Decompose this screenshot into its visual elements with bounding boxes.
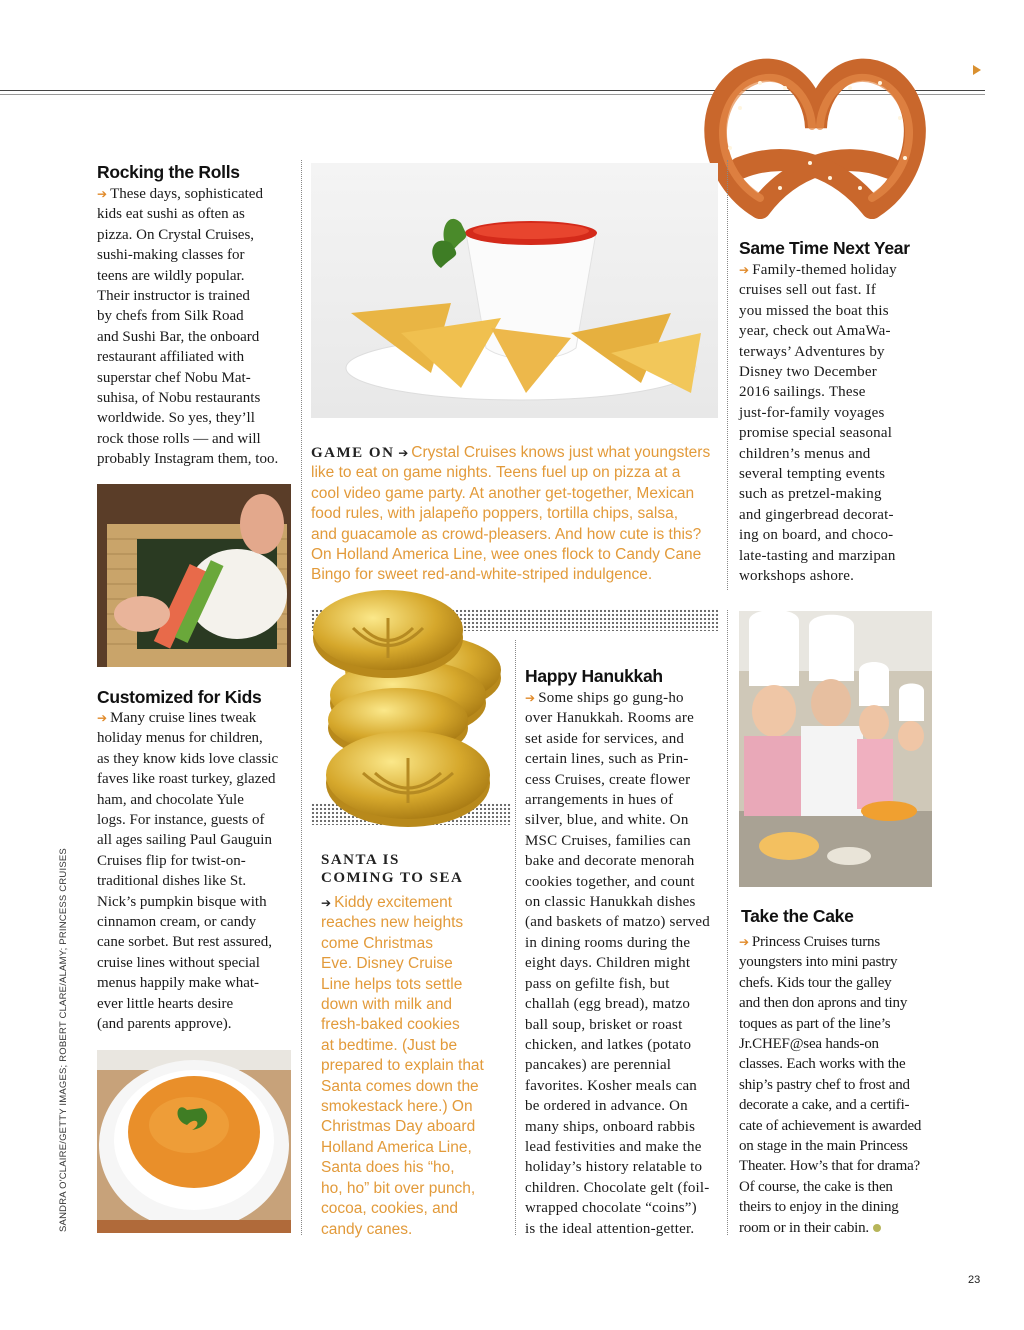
arrow-icon: ➔: [97, 711, 108, 725]
rolls-heading: Rocking the Rolls: [97, 162, 240, 182]
kids-heading: Customized for Kids: [97, 687, 262, 707]
photo-credit: SANDRA O'CLAIRE/GETTY IMAGES; ROBERT CLARE/ALAMY; PRINCESS CRUISES: [58, 848, 69, 1232]
column-divider-right: [727, 160, 728, 590]
arrow-icon: ➔: [739, 935, 749, 949]
next-year-heading: Same Time Next Year: [739, 238, 910, 258]
arrow-icon: ➔: [394, 446, 409, 460]
santa-text: ➔ Kiddy excitement reaches new heights come Christmas Eve. Disney Cruise Line helps tots settle down with milk and fresh-baked cookies at bedtime. (Just be prepared to explain that Santa comes down the smokestack here.) On Christmas Day aboard Holland America Line, Santa does his “ho, ho, ho” bit over punch, cocoa, cookies, and candy canes.: [321, 894, 484, 1238]
page-number: 23: [968, 1274, 981, 1286]
hanukkah-heading: Happy Hanukkah: [525, 666, 663, 686]
sushi-photo: [97, 484, 291, 667]
arrow-icon: ➔: [739, 263, 750, 277]
column-divider-hanukkah: [515, 640, 516, 1235]
chips-salsa-photo: [311, 163, 718, 418]
rolls-text: ➔ These days, sophisticated kids eat sushi as often as pizza. On Crystal Cruises, sushi-making classes for teens are wildly popular. Their instructor is trained by chefs from Silk Road and Sushi Bar, the onboard restaurant affiliated with superstar chef Nobu Mat- suhisa, of Nobu restaurants worldwide. So yes, they’ll rock those rolls — and will probably Instagram them, too.: [97, 186, 279, 468]
pretzel-photo: [700, 48, 932, 228]
game-on-label: GAME ON: [311, 445, 395, 461]
santa-label-line2: COMING TO SEA: [321, 870, 464, 886]
hanukkah-text: ➔ Some ships go gung-ho over Hanukkah. Rooms are set aside for services, and certain lines, such as Prin- cess Cruises, create flower arrangements in hues of silver, blue, and white. On MSC Cruises, families can bake and decorate menorah cookies together, and count on classic Hanukkah dishes (and baskets of matzo) served in dining rooms during the eight days. Children might pass on gefilte fish, but challah (egg bread), matzo ball soup, brisket or roast chicken, and latkes (potato pancakes) are perennial favorites. Kosher meals can be ordered in advance. On many ships, onboard rabbis lead festivities and make the holiday’s history relatable to children. Chocolate gelt (foil- wrapped chocolate “coins”) is the ideal attention-getter.: [525, 690, 710, 1237]
chocolate-gelt-photo: [313, 588, 513, 828]
column-divider: [301, 160, 302, 1235]
pretzel-icon: [700, 48, 932, 228]
cake-heading: Take the Cake: [741, 906, 854, 926]
column-divider-cake: [727, 610, 728, 1235]
end-mark-dot-icon: [873, 1224, 881, 1232]
arrow-icon: ➔: [321, 896, 332, 910]
kids-text: ➔ Many cruise lines tweak holiday menus for children, as they know kids love classic faves like roast turkey, glazed ham, and chocolate Yule logs. For instance, guests of all ages sailing Paul Gauguin Cruises flip for twist-on- traditional dishes like St. Nick’s pumpkin bisque with cinnamon cream, or candy cane sorbet. But rest assured, cruise lines without special menus happily make what- ever little hearts desire (and parents approve).: [97, 710, 279, 1033]
game-on-text: GAME ON ➔ Crystal Cruises knows just what youngsters like to eat on game nights. Teens fuel up on pizza at a cool video game party. At another get-together, Mexican food rules, with jalapeño poppers, tortilla chips, salsa, and guacamole as crowd-pleasers. And how cute is this? On Holland America Line, wee ones flock to Candy Cane Bingo for sweet red-and-white-striped indulgence.: [311, 444, 711, 584]
next-year-text: ➔ Family-themed holiday cruises sell out fast. If you missed the boat this year, check out AmaWa- terways’ Adventures by Disney two December 2016 sailings. These just-for-family voyages promise special seasonal children’s menus and several tempting events such as pretzel-making and gingerbread decorat- ing on board, and choco- late-tasting and marzipan workshops ashore.: [739, 262, 897, 585]
cake-text: ➔ Princess Cruises turns youngsters into mini pastry chefs. Kids tour the galley and then don aprons and tiny toques as part of the line’s Jr.CHEF@sea hands-on classes. Each works with the ship’s pastry chef to frost and decorate a cake, and a certifi- cate of achievement is awarded on stage in the main Princess Theater. How’s that for drama? Of course, the cake is then theirs to enjoy in the dining room or in their cabin.: [739, 934, 922, 1236]
pumpkin-bisque-photo: [97, 1050, 291, 1233]
santa-label-line1: SANTA IS: [321, 852, 400, 868]
next-page-arrow-icon[interactable]: [973, 65, 981, 75]
arrow-icon: ➔: [97, 187, 108, 201]
kids-chefs-photo: [739, 611, 932, 887]
arrow-icon: ➔: [525, 691, 536, 705]
